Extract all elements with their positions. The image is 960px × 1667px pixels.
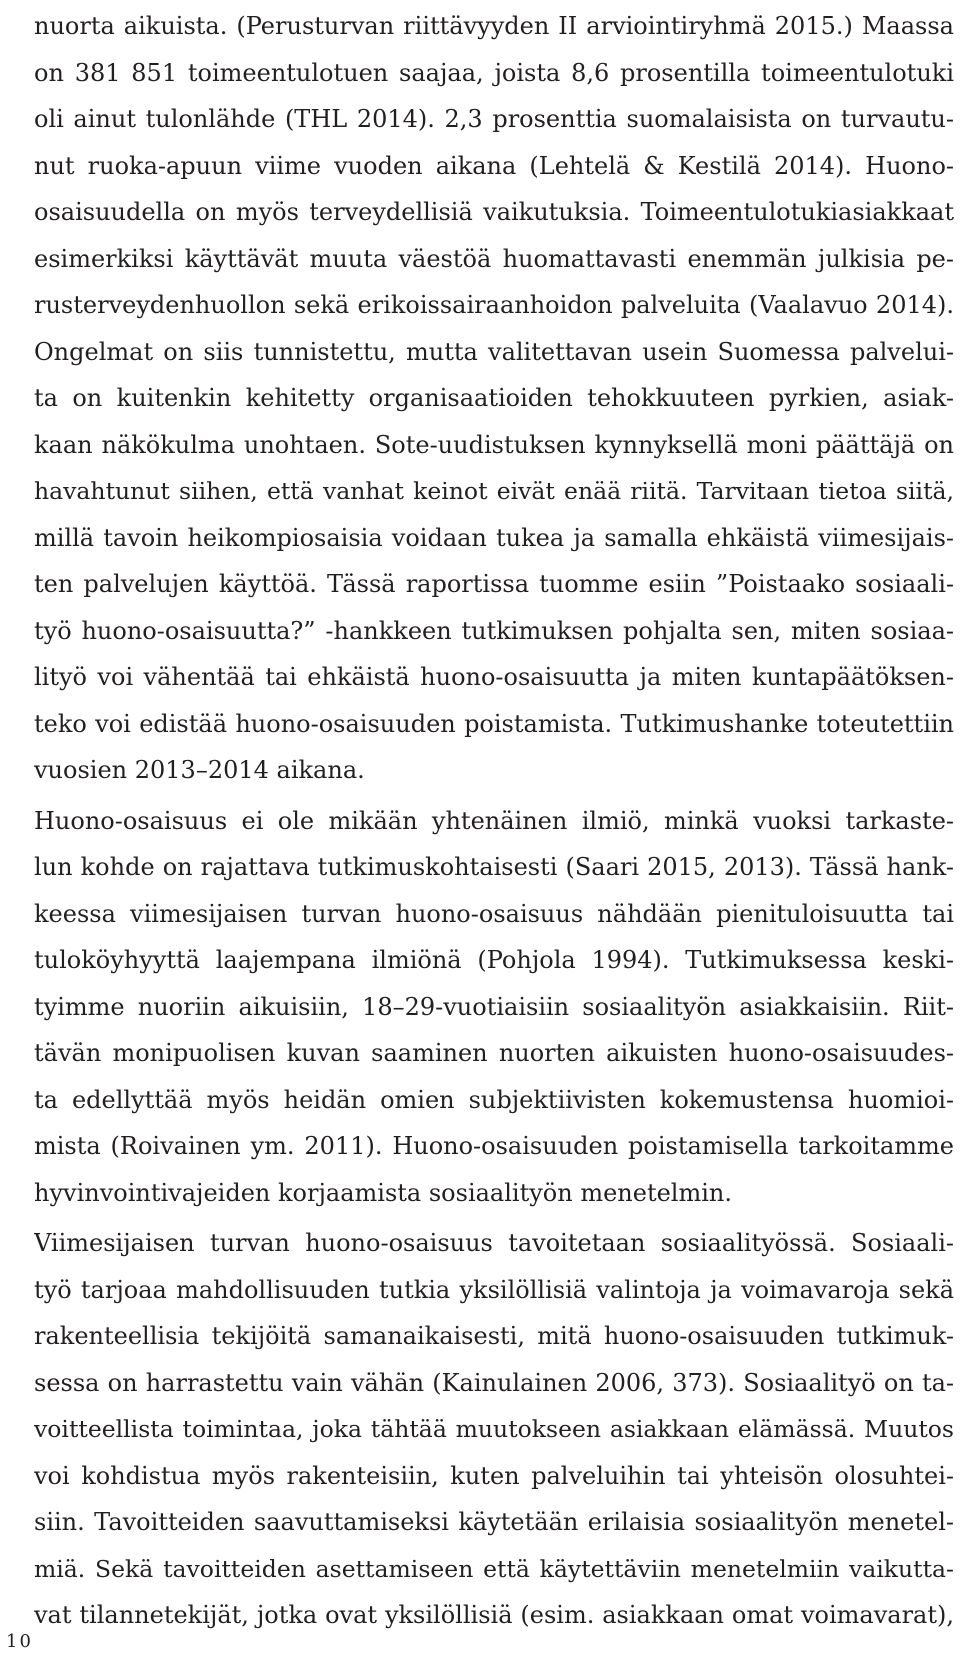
text-line: rusterveydenhuollon sekä erikoissairaanhoidon palveluita (Vaalavuo 2014).: [34, 291, 954, 319]
page-number: 10: [6, 1631, 33, 1652]
text-line: lityö voi vähentää tai ehkäistä huono-osaisuutta ja miten kuntapäätöksen-: [34, 663, 954, 691]
text-line: tävän monipuolisen kuvan saaminen nuorten aikuisten huono-osaisuudes-: [34, 1039, 954, 1067]
text-line: ta edellyttää myös heidän omien subjektiivisten kokemustensa huomioi-: [34, 1085, 954, 1114]
text-line: millä tavoin heikompiosaisia voidaan tukea ja samalla ehkäistä viimesijais-: [34, 523, 954, 552]
text-line: sessa on harrastettu vain vähän (Kainulainen 2006, 373). Sosiaalityö on ta-: [34, 1368, 954, 1397]
text-line: nuorta aikuista. (Perusturvan riittävyyden II arviointiryhmä 2015.) Maassa: [34, 12, 954, 40]
text-line: vuosien 2013–2014 aikana.: [34, 756, 365, 784]
text-line: siin. Tavoitteiden saavuttamiseksi käytetään erilaisia sosiaalityön menetel-: [34, 1508, 954, 1536]
text-line: tuloköyhyyttä laajempana ilmiönä (Pohjola 1994). Tutkimuksessa keski-: [34, 946, 954, 974]
text-line: voi kohdistua myös rakenteisiin, kuten palveluihin tai yhteisön olosuhtei-: [34, 1461, 954, 1490]
text-line: oli ainut tulonlähde (THL 2014). 2,3 prosenttia suomalaisista on turvautu-: [34, 105, 954, 133]
text-line: hyvinvointivajeiden korjaamista sosiaalityön menetelmin.: [34, 1178, 732, 1207]
text-line: työ huono-osaisuutta?” -hankkeen tutkimuksen pohjalta sen, miten sosiaa-: [34, 616, 954, 645]
paragraph-3: [34, 1220, 954, 1639]
paragraph-1: [34, 3, 954, 794]
text-line: kaan näkökulma unohtaen. Sote-uudistuksen kynnyksellä moni päättäjä on: [34, 430, 954, 459]
text-line: Viimesijaisen turvan huono-osaisuus tavoitetaan sosiaalityössä. Sosiaali-: [34, 1229, 954, 1257]
text-line: lun kohde on rajattava tutkimuskohtaisesti (Saari 2015, 2013). Tässä hank-: [34, 853, 954, 881]
text-line: Ongelmat on siis tunnistettu, mutta valitettavan usein Suomessa palvelui-: [34, 337, 954, 366]
text-line: miä. Sekä tavoitteiden asettamiseen että käytettäviin menetelmiin vaikutta-: [34, 1554, 954, 1583]
text-line: Huono-osaisuus ei ole mikään yhtenäinen ilmiö, minkä vuoksi tarkaste-: [34, 806, 954, 835]
text-line: teko voi edistää huono-osaisuuden poistamista. Tutkimushanke toteutettiin: [34, 709, 954, 738]
text-line: nut ruoka-apuun viime vuoden aikana (Lehtelä & Kestilä 2014). Huono-: [34, 151, 954, 180]
text-line: keessa viimesijaisen turvan huono-osaisuus nähdään pienituloisuutta tai: [34, 899, 954, 928]
text-line: mista (Roivainen ym. 2011). Huono-osaisuuden poistamisella tarkoitamme: [34, 1132, 954, 1160]
text-line: vat tilannetekijät, jotka ovat yksilöllisiä (esim. asiakkaan omat voimavarat),: [34, 1601, 954, 1629]
text-line: ten palvelujen käyttöä. Tässä raportissa tuomme esiin ”Poistaako sosiaali-: [34, 570, 954, 598]
text-line: ta on kuitenkin kehitetty organisaatioiden tehokkuuteen pyrkien, asiak-: [34, 384, 954, 412]
text-line: on 381 851 toimeentulotuen saajaa, joista 8,6 prosentilla toimeentulotuki: [34, 58, 954, 87]
text-line: osaisuudella on myös terveydellisiä vaikutuksia. Toimeentulotukiasiakkaat: [34, 198, 954, 226]
text-line: havahtunut siihen, että vanhat keinot eivät enää riitä. Tarvitaan tietoa siitä,: [34, 477, 954, 505]
text-line: rakenteellisia tekijöitä samanaikaisesti, mitä huono-osaisuuden tutkimuk-: [34, 1322, 954, 1350]
paragraph-2: [34, 798, 954, 1217]
text-line: voitteellista toimintaa, joka tähtää muutokseen asiakkaan elämässä. Muutos: [34, 1415, 954, 1443]
text-line: esimerkiksi käyttävät muuta väestöä huomattavasti enemmän julkisia pe-: [34, 244, 954, 273]
text-line: tyimme nuoriin aikuisiin, 18–29-vuotiaisiin sosiaalityön asiakkaisiin. Riit-: [34, 992, 954, 1021]
body-text: [34, 3, 954, 1639]
text-line: työ tarjoaa mahdollisuuden tutkia yksilöllisiä valintoja ja voimavaroja sekä: [34, 1275, 954, 1304]
